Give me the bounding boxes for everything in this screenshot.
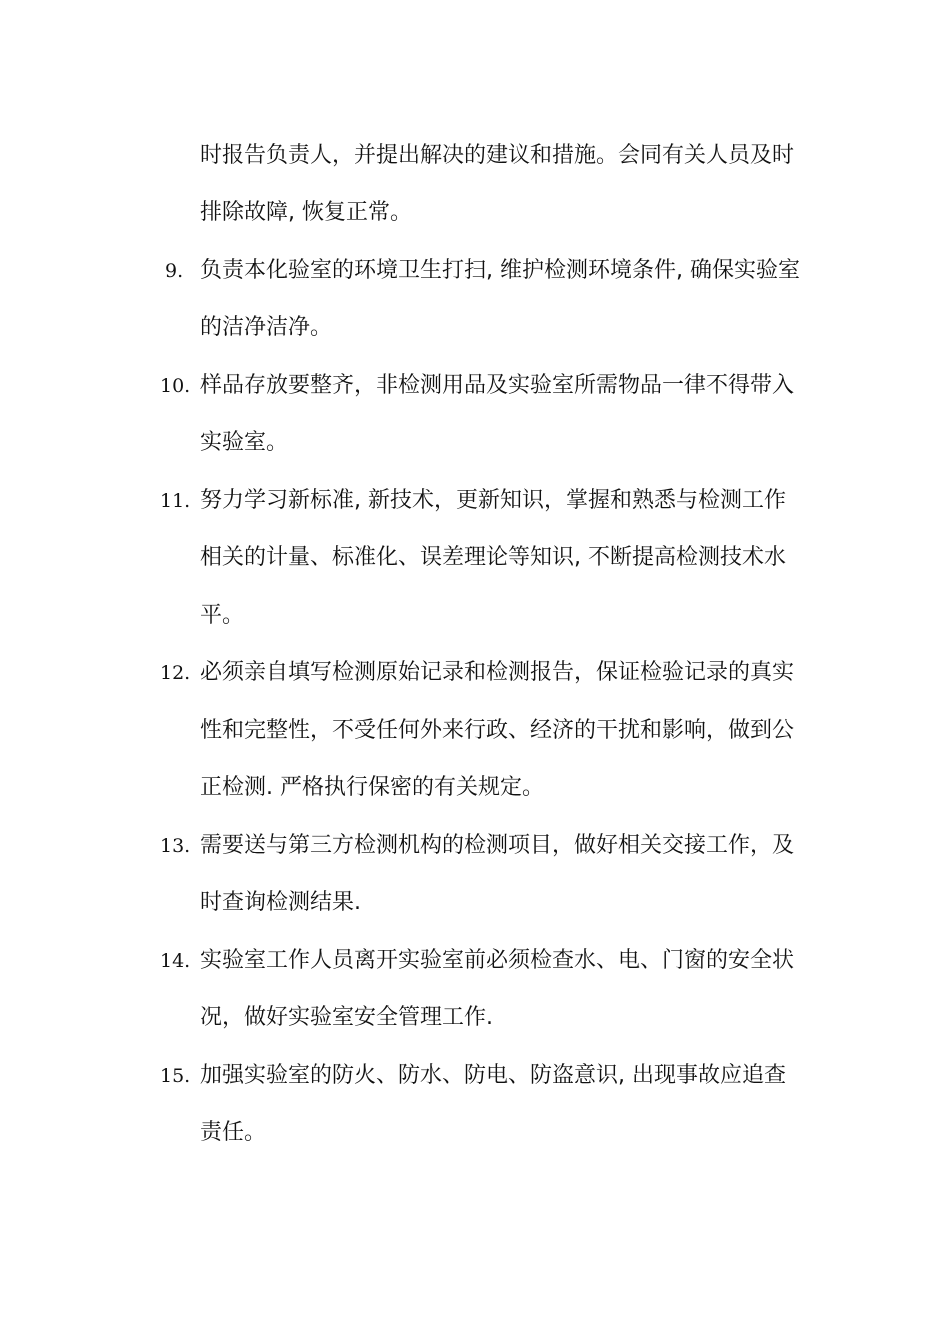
item-13-number: 13.	[160, 835, 191, 857]
item-12-line-1: 必须亲自填写检测原始记录和检测报告，保证检验记录的真实	[200, 660, 795, 685]
item-9-number: 9.	[165, 260, 184, 282]
item-11-number: 11.	[160, 490, 191, 512]
item-10-line-1: 样品存放要整齐，非检测用品及实验室所需物品一律不得带入	[200, 373, 795, 398]
item-10-line-2: 实验室。	[200, 430, 289, 455]
item-8-line-1: 时报告负责人，并提出解决的建议和措施。会同有关人员及时	[200, 143, 795, 168]
item-14-line-2: 况，做好实验室安全管理工作.	[200, 1005, 493, 1030]
item-14-number: 14.	[160, 950, 191, 972]
item-12-line-3: 正检测. 严格执行保密的有关规定。	[200, 775, 544, 800]
item-11-line-3: 平。	[200, 603, 245, 628]
item-13-line-1: 需要送与第三方检测机构的检测项目，做好相关交接工作，及	[200, 833, 795, 858]
item-8-line-2: 排除故障, 恢复正常。	[200, 200, 412, 225]
item-12-line-2: 性和完整性，不受任何外来行政、经济的干扰和影响，做到公	[200, 718, 795, 743]
item-14-line-1: 实验室工作人员离开实验室前必须检查水、电、门窗的安全状	[200, 948, 795, 973]
item-15-line-1: 加强实验室的防火、防水、防电、防盗意识, 出现事故应追查	[200, 1063, 786, 1088]
item-15-line-2: 责任。	[200, 1120, 267, 1145]
item-9-line-2: 的洁净洁净。	[200, 315, 333, 340]
item-10-number: 10.	[160, 375, 191, 397]
item-9-line-1: 负责本化验室的环境卫生打扫, 维护检测环境条件, 确保实验室	[200, 258, 800, 283]
item-13-line-2: 时查询检测结果.	[200, 890, 361, 915]
item-12-number: 12.	[160, 662, 191, 684]
item-11-line-1: 努力学习新标准, 新技术，更新知识，掌握和熟悉与检测工作	[200, 488, 786, 513]
item-11-line-2: 相关的计量、标准化、误差理论等知识, 不断提高检测技术水	[200, 545, 786, 570]
item-15-number: 15.	[160, 1065, 191, 1087]
